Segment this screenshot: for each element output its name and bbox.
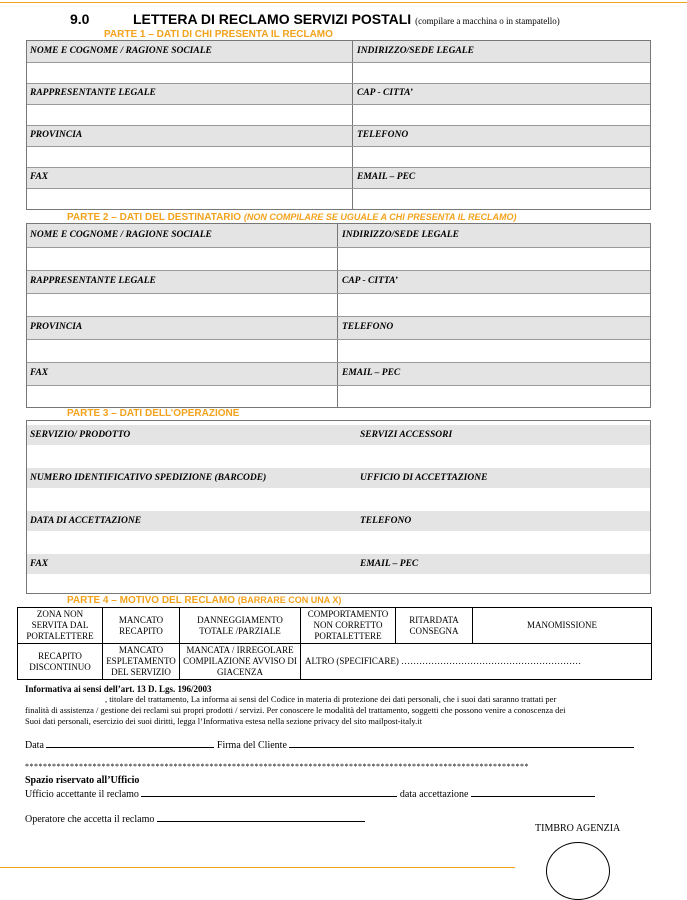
office-fax-field[interactable] bbox=[27, 574, 347, 593]
part1-input-row bbox=[27, 104, 650, 125]
part1-label-row bbox=[27, 125, 650, 146]
title-text: LETTERA DI RECLAMO SERVIZI POSTALI bbox=[133, 11, 412, 27]
part3-input-row bbox=[27, 531, 650, 554]
part2-subtitle: (NON COMPILARE SE UGUALE A CHI PRESENTA IL RECLAMO) bbox=[243, 212, 517, 222]
office-phone-field[interactable] bbox=[357, 531, 650, 554]
row-divider bbox=[27, 188, 650, 189]
part3-label-row bbox=[27, 425, 650, 445]
part2-input-row bbox=[27, 385, 650, 407]
part3-input-row bbox=[27, 574, 650, 593]
part2-label-row bbox=[27, 362, 650, 385]
phone-field[interactable] bbox=[352, 146, 650, 167]
part1-label: EMAIL – PEC bbox=[357, 172, 416, 182]
accepting-office-label: Ufficio accettante il reclamo bbox=[25, 789, 139, 800]
date-label: Data bbox=[25, 740, 44, 751]
row-divider bbox=[27, 83, 650, 84]
part4-title bbox=[67, 595, 341, 606]
privacy-line: , titolare del trattamento, La informa ai sensi del Codice in materia di protezione dei dati personali, che i suoi dati saranno trattati per bbox=[105, 694, 557, 704]
reason-table bbox=[17, 607, 652, 680]
office-row bbox=[25, 787, 595, 800]
part2-grid bbox=[26, 223, 651, 408]
reason-option[interactable]: COMPORTAMENTO NON CORRETTO PORTALETTERE bbox=[301, 608, 396, 644]
reason-row bbox=[18, 608, 652, 644]
part2-label: INDIRIZZO/SEDE LEGALE bbox=[342, 230, 459, 240]
accessory-services-field[interactable] bbox=[357, 445, 650, 468]
privacy-text bbox=[25, 694, 665, 727]
recipient-name-field[interactable] bbox=[27, 247, 337, 270]
title-note: (compilare a macchina o in stampatello) bbox=[415, 16, 560, 26]
part1-label-row bbox=[27, 83, 650, 104]
barcode-field[interactable] bbox=[27, 488, 347, 511]
part3-grid bbox=[26, 420, 651, 594]
operator-line[interactable] bbox=[157, 812, 365, 822]
reason-option[interactable]: DANNEGGIAMENTO TOTALE /PARZIALE bbox=[180, 608, 301, 644]
row-divider bbox=[27, 104, 650, 105]
part1-label: PROVINCIA bbox=[30, 130, 83, 140]
recipient-fax-field[interactable] bbox=[27, 385, 337, 407]
part3-label: DATA DI ACCETTAZIONE bbox=[30, 516, 142, 526]
recipient-email-field[interactable] bbox=[337, 385, 650, 407]
row-divider bbox=[27, 270, 650, 271]
section-number: 9.0 bbox=[70, 11, 90, 27]
reason-option[interactable]: RECAPITO DISCONTINUO bbox=[18, 644, 103, 680]
acceptance-date-line[interactable] bbox=[471, 787, 595, 797]
top-rule bbox=[0, 2, 687, 3]
operator-row bbox=[25, 812, 365, 825]
recipient-province-field[interactable] bbox=[27, 339, 337, 362]
acceptance-date-field[interactable] bbox=[27, 531, 347, 554]
part3-label-row bbox=[27, 468, 650, 488]
part2-label-row bbox=[27, 270, 650, 293]
part2-input-row bbox=[27, 247, 650, 270]
part1-input-row bbox=[27, 188, 650, 209]
acceptance-date-label: data accettazione bbox=[399, 789, 469, 800]
reason-option[interactable]: MANOMISSIONE bbox=[473, 608, 652, 644]
part3-label: FAX bbox=[30, 559, 49, 569]
part3-label: TELEFONO bbox=[360, 516, 412, 526]
part2-title bbox=[67, 212, 517, 223]
email-field[interactable] bbox=[352, 188, 650, 209]
signature-row bbox=[25, 738, 634, 751]
part3-title: PARTE 3 – DATI DELL’OPERAZIONE bbox=[67, 408, 240, 419]
service-product-field[interactable] bbox=[27, 445, 347, 468]
reason-option[interactable]: ZONA NON SERVITA DAL PORTALETTERE bbox=[18, 608, 103, 644]
row-divider bbox=[27, 293, 650, 294]
row-divider bbox=[27, 146, 650, 147]
office-email-field[interactable] bbox=[357, 574, 650, 593]
row-divider bbox=[27, 316, 650, 317]
part2-label: NOME E COGNOME / RAGIONE SOCIALE bbox=[30, 230, 212, 240]
recipient-phone-field[interactable] bbox=[337, 339, 650, 362]
client-signature-line[interactable] bbox=[289, 738, 634, 748]
part2-label: CAP - CITTA’ bbox=[342, 276, 398, 286]
privacy-line: Suoi dati personali, esercizio dei suoi diritti, legga l’Informativa estesa nella sezione privacy del sito mailpost-italy.it bbox=[25, 716, 422, 726]
reason-option[interactable]: MANCATO ESPLETAMENTO DEL SERVIZIO bbox=[103, 644, 180, 680]
legal-rep-field[interactable] bbox=[27, 104, 352, 125]
address-field[interactable] bbox=[352, 62, 650, 83]
reason-option[interactable]: RITARDATA CONSEGNA bbox=[396, 608, 473, 644]
part2-label: FAX bbox=[30, 368, 49, 378]
part1-label-row bbox=[27, 167, 650, 188]
row-divider bbox=[27, 125, 650, 126]
row-divider bbox=[27, 247, 650, 248]
row-divider bbox=[27, 339, 650, 340]
recipient-address-field[interactable] bbox=[337, 247, 650, 270]
part4-subtitle: (BARRARE CON UNA X) bbox=[237, 595, 342, 605]
part4-title-text: PARTE 4 – MOTIVO DEL RECLAMO bbox=[67, 595, 235, 606]
part2-label: PROVINCIA bbox=[30, 322, 83, 332]
privacy-heading: Informativa ai sensi dell’art. 13 D. Lgs. 196/2003 bbox=[25, 684, 212, 694]
reason-row bbox=[18, 644, 652, 680]
part2-label: TELEFONO bbox=[342, 322, 394, 332]
part3-label-row bbox=[27, 554, 650, 574]
part1-input-row bbox=[27, 62, 650, 83]
part1-label: TELEFONO bbox=[357, 130, 409, 140]
operator-label: Operatore che accetta il reclamo bbox=[25, 814, 155, 825]
reason-option[interactable]: MANCATA / IRREGOLARE COMPILAZIONE AVVISO DI GIACENZA bbox=[180, 644, 301, 680]
part1-label: INDIRIZZO/SEDE LEGALE bbox=[357, 46, 474, 56]
row-divider bbox=[27, 362, 650, 363]
province-field[interactable] bbox=[27, 146, 352, 167]
part1-label: RAPPRESENTANTE LEGALE bbox=[30, 88, 156, 98]
row-divider bbox=[27, 62, 650, 63]
part1-label: FAX bbox=[30, 172, 49, 182]
part2-label: EMAIL – PEC bbox=[342, 368, 401, 378]
part1-input-row bbox=[27, 146, 650, 167]
part3-label: EMAIL – PEC bbox=[360, 559, 419, 569]
part3-label-row bbox=[27, 511, 650, 531]
part2-input-row bbox=[27, 339, 650, 362]
part1-label-row bbox=[27, 41, 650, 62]
part3-label: SERVIZIO/ PRODOTTO bbox=[30, 430, 131, 440]
separator: **************************************************************************************************************** bbox=[25, 762, 529, 771]
date-line[interactable] bbox=[46, 738, 214, 748]
recipient-cap-city-field[interactable] bbox=[337, 293, 650, 316]
row-divider bbox=[27, 385, 650, 386]
stamp-circle bbox=[546, 842, 610, 900]
part3-label: UFFICIO DI ACCETTAZIONE bbox=[360, 473, 488, 483]
recipient-legal-rep-field[interactable] bbox=[27, 293, 337, 316]
part2-label-row bbox=[27, 316, 650, 339]
page-title bbox=[133, 11, 560, 27]
part3-input-row bbox=[27, 488, 650, 511]
reason-other[interactable]: ALTRO (SPECIFICARE) …………………………………………………… bbox=[301, 644, 652, 680]
part1-label: CAP - CITTA’ bbox=[357, 88, 413, 98]
part1-label: NOME E COGNOME / RAGIONE SOCIALE bbox=[30, 46, 212, 56]
part3-label: SERVIZI ACCESSORI bbox=[360, 430, 453, 440]
name-field[interactable] bbox=[27, 62, 352, 83]
part3-input-row bbox=[27, 445, 650, 468]
part1-grid bbox=[26, 40, 651, 210]
bottom-rule bbox=[0, 867, 515, 868]
row-divider bbox=[27, 167, 650, 168]
privacy-line: finalità di assistenza / gestione dei reclami sui propri prodotti / servizi. Per conoscere le modalità del trattamento, soggetti che possono venire a conoscenza dei bbox=[25, 705, 566, 715]
fax-field[interactable] bbox=[27, 188, 352, 209]
cap-city-field[interactable] bbox=[352, 104, 650, 125]
part2-label-row bbox=[27, 224, 650, 247]
reason-option[interactable]: MANCATO RECAPITO bbox=[103, 608, 180, 644]
acceptance-office-field[interactable] bbox=[357, 488, 650, 511]
part2-label: RAPPRESENTANTE LEGALE bbox=[30, 276, 156, 286]
part3-label: NUMERO IDENTIFICATIVO SPEDIZIONE (BARCODE) bbox=[30, 473, 267, 483]
part2-input-row bbox=[27, 293, 650, 316]
client-signature-label: Firma del Cliente bbox=[216, 740, 287, 751]
part2-title-text: PARTE 2 – DATI DEL DESTINATARIO bbox=[67, 212, 242, 223]
part1-title: PARTE 1 – DATI DI CHI PRESENTA IL RECLAMO bbox=[104, 29, 333, 40]
office-heading: Spazio riservato all’Ufficio bbox=[25, 775, 140, 786]
accepting-office-line[interactable] bbox=[141, 787, 397, 797]
stamp-label: TIMBRO AGENZIA bbox=[535, 823, 621, 834]
